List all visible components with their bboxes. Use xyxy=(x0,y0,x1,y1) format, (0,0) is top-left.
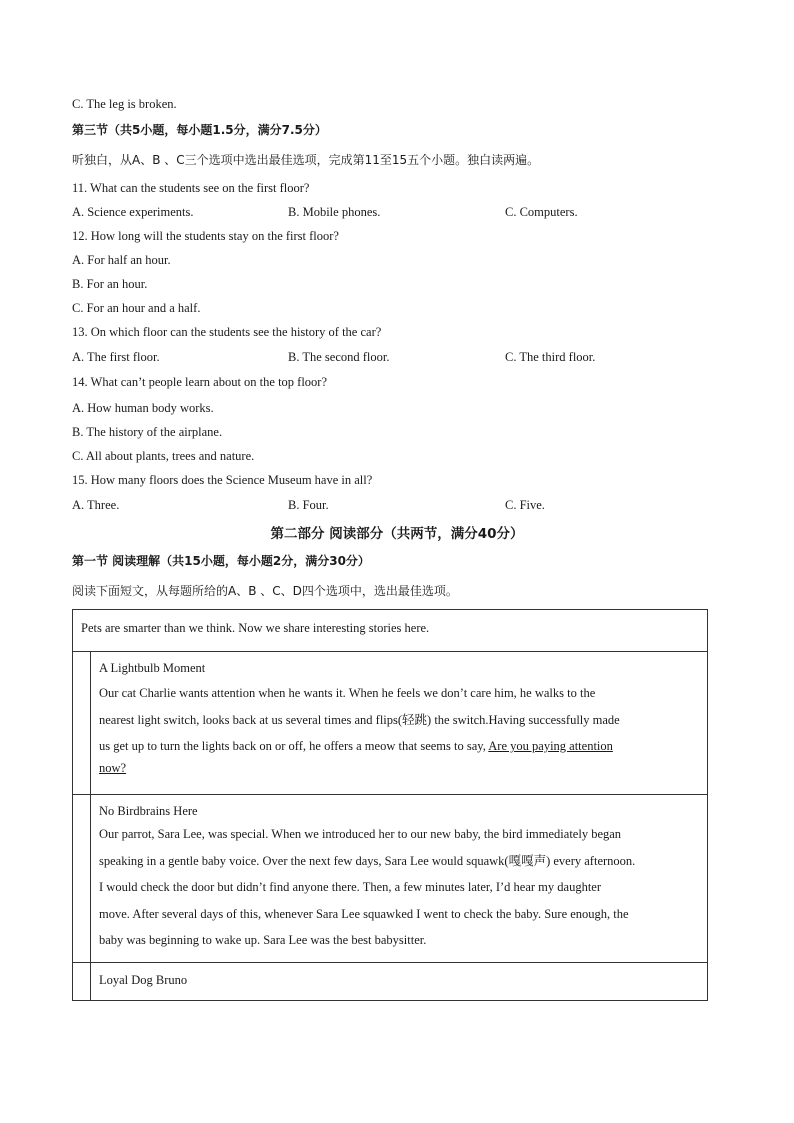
q14-option-b: B. The history of the airplane. xyxy=(72,425,223,439)
answer-option-c: C. The leg is broken. xyxy=(72,97,177,111)
q15-option-b: B. Four. xyxy=(288,498,329,512)
story-line: nearest light switch, looks back at us several times and flips(轻跳) the switch.Having successfully made xyxy=(99,712,620,727)
question-15: 15. How many floors does the Science Museum have in all? xyxy=(72,473,373,487)
story-title: Loyal Dog Bruno xyxy=(99,973,188,987)
part2-heading: 第二部分 阅读部分（共两节，满分40分） xyxy=(270,526,524,542)
q15-option-c: C. Five. xyxy=(505,498,545,512)
story-line: I would check the door but didn’t find anyone there. Then, a few minutes later, I’d hear my daughter xyxy=(99,880,602,894)
q13-option-c: C. The third floor. xyxy=(505,350,596,364)
story-line: move. After several days of this, whenever Sara Lee squawked I went to check the baby. Sure enough, the xyxy=(99,906,629,921)
table-divider xyxy=(73,651,707,652)
story-line: baby was beginning to wake up. Sara Lee was the best babysitter. xyxy=(99,933,427,947)
story-title: A Lightbulb Moment xyxy=(99,661,206,675)
question-14: 14. What can’t people learn about on the top floor? xyxy=(72,375,328,389)
q11-option-b: B. Mobile phones. xyxy=(288,205,381,219)
q13-option-a: A. The first floor. xyxy=(72,350,160,364)
section3-instruction: 听独白，从A、B 、C三个选项中选出最佳选项，完成第11至15五个小题。独白读两遍。 xyxy=(72,153,540,167)
story-line: speaking in a gentle baby voice. Over the next few days, Sara Lee would squawk(嘎嘎声) every afternoon. xyxy=(99,853,636,868)
story-body xyxy=(99,680,704,776)
q13-option-b: B. The second floor. xyxy=(288,350,390,364)
q11-option-a: A. Science experiments. xyxy=(72,205,194,219)
table-column-divider xyxy=(90,651,91,1000)
table-divider xyxy=(73,794,707,795)
section3-heading: 第三节（共5小题，每小题1.5分，满分7.5分） xyxy=(72,123,327,137)
underlined-phrase: Are you paying attention xyxy=(488,739,613,753)
reading-passage-table xyxy=(72,609,708,1001)
reading-instruction: 阅读下面短文，从每题所给的A、B 、C、D四个选项中，选出最佳选项。 xyxy=(72,584,458,598)
story-line-text: us get up to turn the lights back on or off, he offers a meow that seems to say, xyxy=(99,739,489,753)
question-13: 13. On which floor can the students see the history of the car? xyxy=(72,325,382,339)
q14-option-c: C. All about plants, trees and nature. xyxy=(72,449,255,463)
q12-option-a: A. For half an hour. xyxy=(72,253,171,267)
question-12: 12. How long will the students stay on the first floor? xyxy=(72,229,339,243)
table-intro: Pets are smarter than we think. Now we share interesting stories here. xyxy=(81,621,430,635)
q14-option-a: A. How human body works. xyxy=(72,401,214,415)
story-title: No Birdbrains Here xyxy=(99,804,198,818)
story-line: Our parrot, Sara Lee, was special. When we introduced her to our new baby, the bird immediately began xyxy=(99,827,622,841)
story-line: Our cat Charlie wants attention when he wants it. When he feels we don’t care him, he walks to the xyxy=(99,686,596,700)
question-11: 11. What can the students see on the first floor? xyxy=(72,181,310,195)
story-body xyxy=(99,821,704,954)
q15-option-a: A. Three. xyxy=(72,498,120,512)
q12-option-b: B. For an hour. xyxy=(72,277,148,291)
story-line xyxy=(99,733,704,760)
q12-option-c: C. For an hour and a half. xyxy=(72,301,201,315)
q11-option-c: C. Computers. xyxy=(505,205,578,219)
reading-section-heading: 第一节 阅读理解（共15小题，每小题2分，满分30分） xyxy=(72,554,370,568)
underlined-phrase-cont: now? xyxy=(99,760,127,775)
table-divider xyxy=(73,962,707,963)
